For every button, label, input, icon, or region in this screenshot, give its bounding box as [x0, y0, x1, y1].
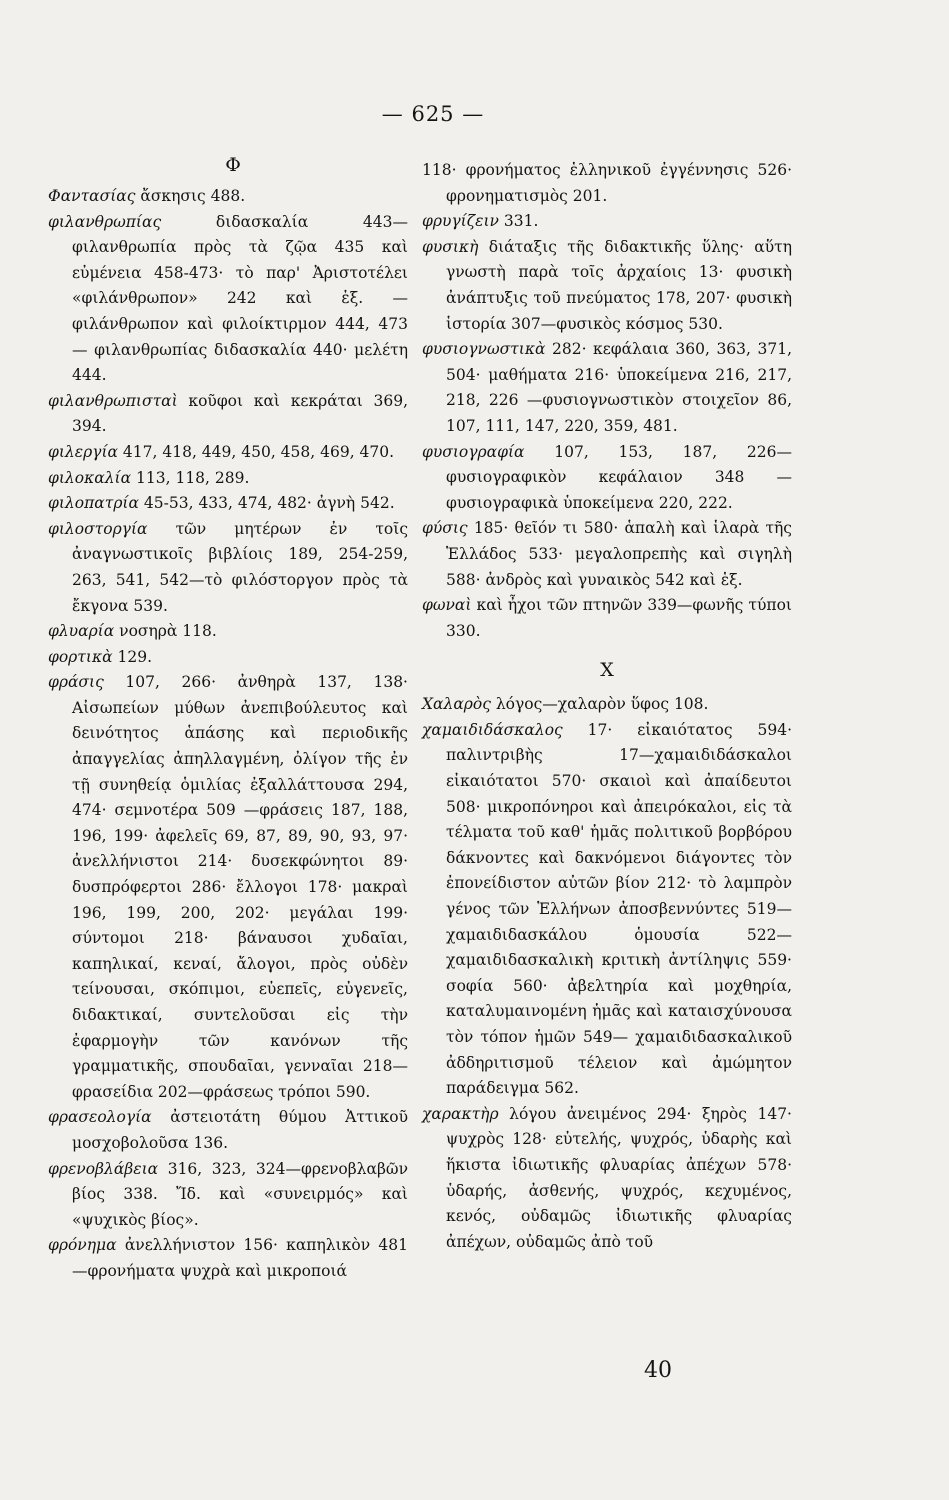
entry-text: 45-53, 433, 474, 482· ἀγνὴ 542.: [138, 494, 395, 513]
index-entry: [422, 158, 792, 209]
section-letter-chi: Χ: [600, 659, 614, 682]
index-entry: [48, 491, 408, 517]
index-entry: [48, 1105, 408, 1156]
entry-text: καὶ ἦχοι τῶν πτηνῶν 339—φωνῆς τύποι 330.: [446, 596, 792, 640]
right-column: [422, 158, 792, 1255]
entry-text: 417, 418, 449, 450, 458, 469, 470.: [118, 442, 395, 461]
entry-text: 282· κεφάλαια 360, 363, 371, 504· μαθήματα 216· ὑποκείμενα 216, 217, 218, 226 —φυσιογνωστικὸν στοιχεῖον 86, 107, 111, 147, 220, 359, 481.: [446, 340, 792, 435]
entry-headword: φυσιογνωστικὰ: [422, 340, 546, 359]
signature-mark: 40: [644, 1358, 672, 1383]
index-entry: [422, 440, 792, 517]
index-entry: [422, 209, 792, 235]
entry-text: 17· εἰκαιότατος 594· παλιντριβὴς 17—χαμαιδιδάσκαλοι εἰκαιότατοι 570· σκαιοὶ καὶ ἀπαίδευτοι 508· μικροπόνηροι καὶ ἀπειρόκαλοι, εἰς τὰ τέλματα τοῦ καθ' ἡμᾶς πολιτικοῦ βορβόρου δάκνοντες καὶ δακνόμενοι διάγοντες τὸν ἐπονείδιστον αὐτῶν βίον 212· τὸ λαμπρὸν γένος τῶν Ἑλλήνων ἀποσβεννύντες 519—χαμαιδιδασκάλου ὁμουσία 522—χαμαιδιδασκαλικὴ κριτικὴ ἀντίληψις 559· σοφία 560· ἀβελτηρία καὶ μοχθηρία, καταλυμαινομένη ἡμᾶς καὶ καταισχύνουσα τὸν τόπον ἡμῶν 549— χαμαιδιδασκαλικοῦ ἀδδηριτισμοῦ τέλειον καὶ ἀμώμητον παράδειγμα 562.: [446, 720, 792, 1098]
left-column: [48, 150, 408, 1285]
entry-headword: φυσιογραφία: [422, 442, 525, 461]
entry-headword: φλυαρία: [48, 622, 115, 641]
entry-text: ἄσκησις 488.: [135, 187, 246, 205]
index-entry: [48, 1233, 408, 1284]
index-entry: [422, 1102, 792, 1256]
entry-text: 331.: [498, 212, 539, 231]
entry-headword: Φαντασίας: [48, 187, 136, 205]
entry-headword: φρενοβλάβεια: [48, 1159, 159, 1178]
index-entry: [422, 337, 792, 439]
index-entry: [48, 1157, 408, 1234]
section-letter-phi: Φ: [225, 154, 241, 176]
entry-headword: φορτικὰ: [48, 647, 113, 666]
entry-headword: φιλανθρωπισταὶ: [48, 391, 178, 410]
index-entries-right-chi: [422, 692, 792, 1255]
index-entry: [48, 440, 408, 466]
index-entry: [48, 466, 408, 492]
entry-text: διδασκαλία 443—φιλανθρωπία πρὸς τὰ ζῷα 435 καὶ εὐμένεια 458-473· τὸ παρ' Ἀριστοτέλει «φιλάνθρωπον» 242 καὶ ἑξ. — φιλάνθρωπον καὶ φιλοίκτιρμον 444, 473— φιλανθρωπίας διδασκαλία 440· μελέτη 444.: [72, 212, 408, 385]
entry-headword: χαρακτὴρ: [422, 1104, 499, 1123]
entry-headword: φωναὶ: [422, 596, 472, 615]
index-entry: [422, 235, 792, 337]
entry-text: λόγος—χαλαρὸν ὕφος 108.: [490, 695, 709, 714]
entry-headword: φύσις: [422, 519, 468, 538]
entry-text: νοσηρὰ 118.: [114, 622, 217, 641]
entry-headword: φιλεργία: [48, 442, 118, 461]
index-entries-left: [48, 184, 408, 1285]
entry-text: τῶν μητέρων ἐν τοῖς ἀναγνωστικοῖς βιβλίοις 189, 254-259, 263, 541, 542—τὸ φιλόστοργον πρὸς τὰ ἔκγονα 539.: [72, 519, 408, 615]
entry-headword: φρασεολογία: [48, 1108, 152, 1127]
entry-text: ἀστειοτάτη θύμου Ἀττικοῦ μοσχοβολοῦσα 136.: [72, 1108, 408, 1152]
entry-text: ἀνελλήνιστον 156· καπηλικὸν 481—φρονήματα ψυχρὰ καὶ μικροποιά: [72, 1236, 408, 1280]
entry-text: κοῦφοι καὶ κεκράται 369, 394.: [72, 391, 408, 436]
index-entry: [48, 210, 408, 389]
index-entry: [48, 645, 408, 671]
index-entry: [48, 184, 408, 210]
index-entry: [48, 389, 408, 440]
index-entry: [422, 593, 792, 644]
entry-text: λόγου ἀνειμένος 294· ξηρὸς 147· ψυχρὸς 128· εὐτελής, ψυχρός, ὑδαρὴς καὶ ἥκιστα ἰδιωτικῆς φλυαρίας ἀπέχων 578· ὑδαρής, ἀσθενής, ψυχρός, κεχυμένος, κενός, οὐδαμῶς ἰδιωτικῆς φλυαρίας ἀπέχων, οὐδαμῶς ἀπὸ τοῦ: [446, 1104, 792, 1251]
entry-headword: φιλοκαλία: [48, 468, 132, 487]
index-entry: [422, 516, 792, 593]
entry-headword: φυσικὴ: [422, 237, 479, 256]
page-number: — 625 —: [381, 102, 485, 126]
entry-text: 107, 153, 187, 226— φυσιογραφικὸν κεφάλαιον 348 —φυσιογραφικὰ ὑποκείμενα 220, 222.: [446, 442, 792, 512]
entry-headword: Χαλαρὸς: [422, 695, 491, 714]
entry-text: 129.: [112, 647, 153, 666]
index-entry: [48, 670, 408, 1105]
entry-text: 185· θεῖόν τι 580· ἁπαλὴ καὶ ἱλαρὰ τῆς Ἑλλάδος 533· μεγαλοπρεπὴς καὶ σιγηλὴ 588· ἀνδρὸς καὶ γυναικὸς 542 καὶ ἑξ.: [446, 519, 792, 589]
entry-text: 118· φρονήματος ἑλληνικοῦ ἐγγέννησις 526· φρονηματισμὸς 201.: [422, 161, 792, 205]
entry-headword: φρυγίζειν: [422, 212, 499, 231]
entry-text: διάταξις τῆς διδακτικῆς ὕλης· αὕτη γνωστὴ παρὰ τοῖς ἀρχαίοις 13· φυσικὴ ἀνάπτυξις τοῦ πνεύματος 178, 207· φυσικὴ ἱστορία 307—φυσικὸς κόσμος 530.: [446, 237, 792, 333]
index-entry: [48, 619, 408, 645]
entry-text: 113, 118, 289.: [131, 468, 250, 487]
entry-headword: χαμαιδιδάσκαλος: [422, 720, 563, 739]
entry-headword: φρόνημα: [48, 1236, 117, 1255]
entry-text: 107, 266· ἀνθηρὰ 137, 138· Αἰσωπείων μύθων ἀνεπιβούλευτος καὶ δεινότητος ἁπάσης καὶ περιοδικῆς ἀπαγγελίας ἀπηλλαγμένη, ὀλίγον τῆς ἐν τῇ συνηθείᾳ ὁμιλίας ἐξαλλάττουσα 294, 474· σεμνοτέρα 509 —φράσεις 187, 188, 196, 199· ἀφελεῖς 69, 87, 89, 90, 93, 97· ἀνελλήνιστοι 214· δυσεκφώνητοι 89· δυσπρόφερτοι 286· ἔλλογοι 178· μακραὶ 196, 199, 200, 202· μεγάλαι 199· σύντομοι 218· βάναυσοι χυδαῖαι, καπηλικαί, κεναί, ἄλογοι, πρὸς οὐδὲν τείνουσαι, σκόπιμοι, εὐεπεῖς, εὐγενεῖς, διδακτικαί, συντελοῦσαι εἰς τὴν ἐφαρμογὴν τῶν κανόνων τῆς γραμματικῆς, σπουδαῖαι, γενναῖαι 218—φρασείδια 202—φράσεως τρόποι 590.: [72, 673, 408, 1101]
index-entry: [422, 692, 792, 718]
entry-headword: φιλοστοργία: [48, 519, 148, 538]
index-entries-right-phi: [422, 158, 792, 644]
entry-headword: φιλοπατρία: [48, 494, 139, 513]
entry-text: 316, 323, 324—φρενοβλαβῶν βίος 338. Ἴδ. καὶ «συνειρμός» καὶ «ψυχικὸς βίος».: [72, 1159, 408, 1229]
index-entry: [422, 718, 792, 1102]
entry-headword: φιλανθρωπίας: [48, 212, 162, 231]
entry-headword: φράσις: [48, 673, 104, 692]
index-entry: [48, 517, 408, 619]
